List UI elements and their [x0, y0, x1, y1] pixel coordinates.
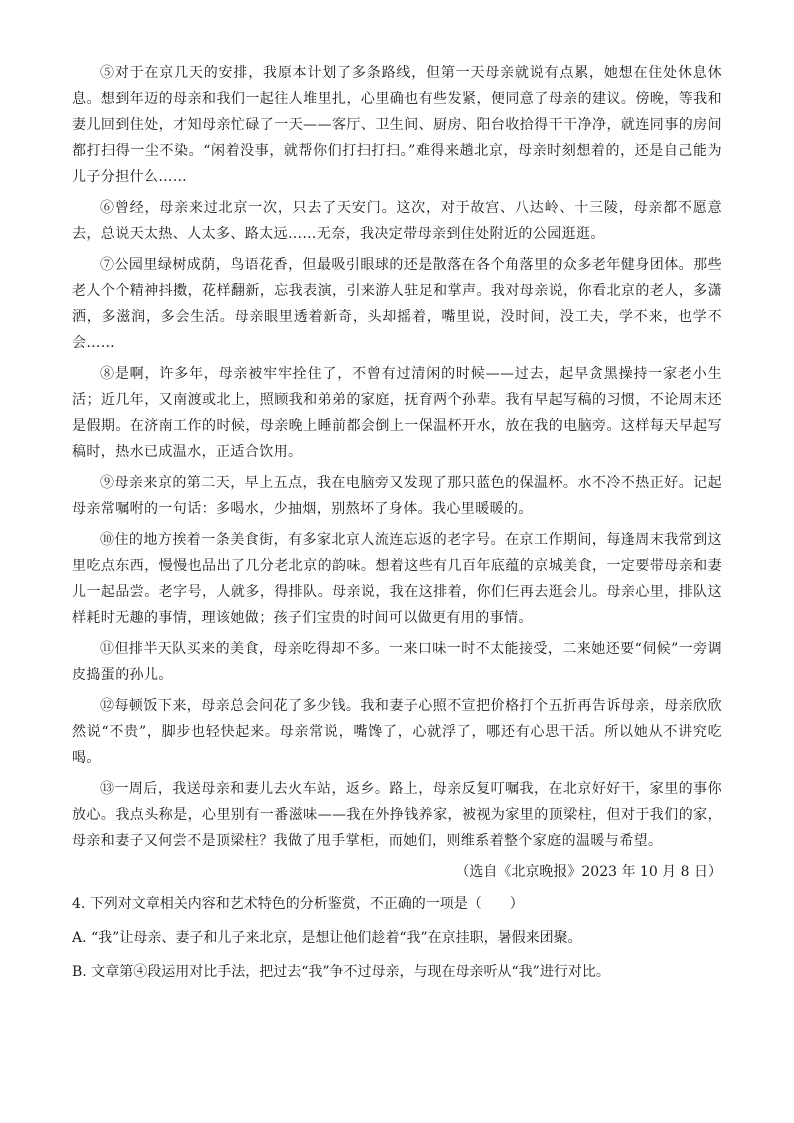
option-a: A. “我”让母亲、妻子和儿子来北京，是想让他们趁着“我”在京挂职，暑假来团聚。 [72, 930, 582, 946]
paragraph-5: ⑤对于在京几天的安排，我原本计划了多条路线，但第一天母亲就说有点累，她想在住处休息休息。想到年迈的母亲和我们一起往人堆里扎，心里确也有些发紧，便同意了母亲的建议。傍晚，等我和妻儿回到住处，才知母亲忙碌了一天——客厅、卫生间、厨房、阳台收拾得干干净净，就连同事的房间都打扫得一尘不染。“闲着没事，就帮你们打扫打扫。”难得来趟北京，母亲时刻想着的，还是自己能为儿子分担什么…… [72, 65, 722, 185]
paragraph-8: ⑧是啊，许多年，母亲被牢牢拴住了，不曾有过清闲的时候——过去，起早贪黑操持一家老小生活；近几年，又南渡或北上，照顾我和弟弟的家庭，抚育两个孙辈。我有早起写稿的习惯，不论周末还是假期。在济南工作的时候，母亲晚上睡前都会倒上一保温杯开水，放在我的电脑旁。这样每天早起写稿时，热水已成温水，正适合饮用。 [72, 366, 722, 460]
paragraph-9: ⑨母亲来京的第二天，早上五点，我在电脑旁又发现了那只蓝色的保温杯。水不冷不热正好。记起母亲常嘱咐的一句话：多喝水，少抽烟，别熬坏了身体。我心里暖暖的。 [72, 475, 722, 517]
paragraph-12: ⑫每顿饭下来，母亲总会问花了多少钱。我和妻子心照不宣把价格打个五折再告诉母亲，母亲欣欣然说“不贵”，脚步也轻快起来。母亲常说，嘴馋了，心就浮了，哪还有心思干活。所以她从不讲究吃喝。 [72, 698, 722, 766]
paragraph-10: ⑩住的地方挨着一条美食街，有多家北京人流连忘返的老字号。在京工作期间，每逢周末我常到这里吃点东西，慢慢也品出了几分老北京的韵味。想着这些有几百年底蕴的京城美食，一定要带母亲和妻儿一起品尝。老字号，人就多，得排队。母亲说，我在这排着，你们仨再去逛会儿。母亲心里，排队这样耗时无趣的事情，理该她做；孩子们宝贵的时间可以做更有用的事情。 [72, 532, 722, 626]
question-4: 4. 下列对文章相关内容和艺术特色的分析鉴赏，不正确的一项是（ ） [72, 896, 524, 912]
article-source: （选自《北京晚报》2023 年 10 月 8 日） [455, 864, 722, 880]
paragraph-7: ⑦公园里绿树成荫，鸟语花香，但最吸引眼球的还是散落在各个角落里的众多老年健身团体。那些老人个个精神抖擞，花样翻新，忘我表演，引来游人驻足和掌声。我对母亲说，你看北京的老人，多潇洒，多滋润，多会生活。母亲眼里透着新奇，头却摇着，嘴里说，没时间，没工夫，学不来，也学不会…… [72, 257, 722, 351]
paragraph-6: ⑥曾经，母亲来过北京一次，只去了天安门。这次，对于故宫、八达岭、十三陵，母亲都不愿意去，总说天太热、人太多、路太远……无奈，我决定带母亲到住处附近的公园逛逛。 [72, 200, 722, 242]
paragraph-11: ⑪但排半天队买来的美食，母亲吃得却不多。一来口味一时不太能接受，二来她还要“伺候”一旁调皮捣蛋的孙儿。 [72, 641, 722, 683]
document-page [72, 60, 722, 993]
option-b: B. 文章第④段运用对比手法，把过去“我”争不过母亲，与现在母亲听从“我”进行对比。 [72, 964, 610, 980]
paragraph-13: ⑬一周后，我送母亲和妻儿去火车站，返乡。路上，母亲反复叮嘱我，在北京好好干，家里的事你放心。我点头称是，心里别有一番滋味——我在外挣钱养家，被视为家里的顶梁柱，但对于我们的家，母亲和妻子又何尝不是顶梁柱？我做了甩手掌柜，而她们，则维系着整个家庭的温暖与希望。 [72, 781, 722, 849]
